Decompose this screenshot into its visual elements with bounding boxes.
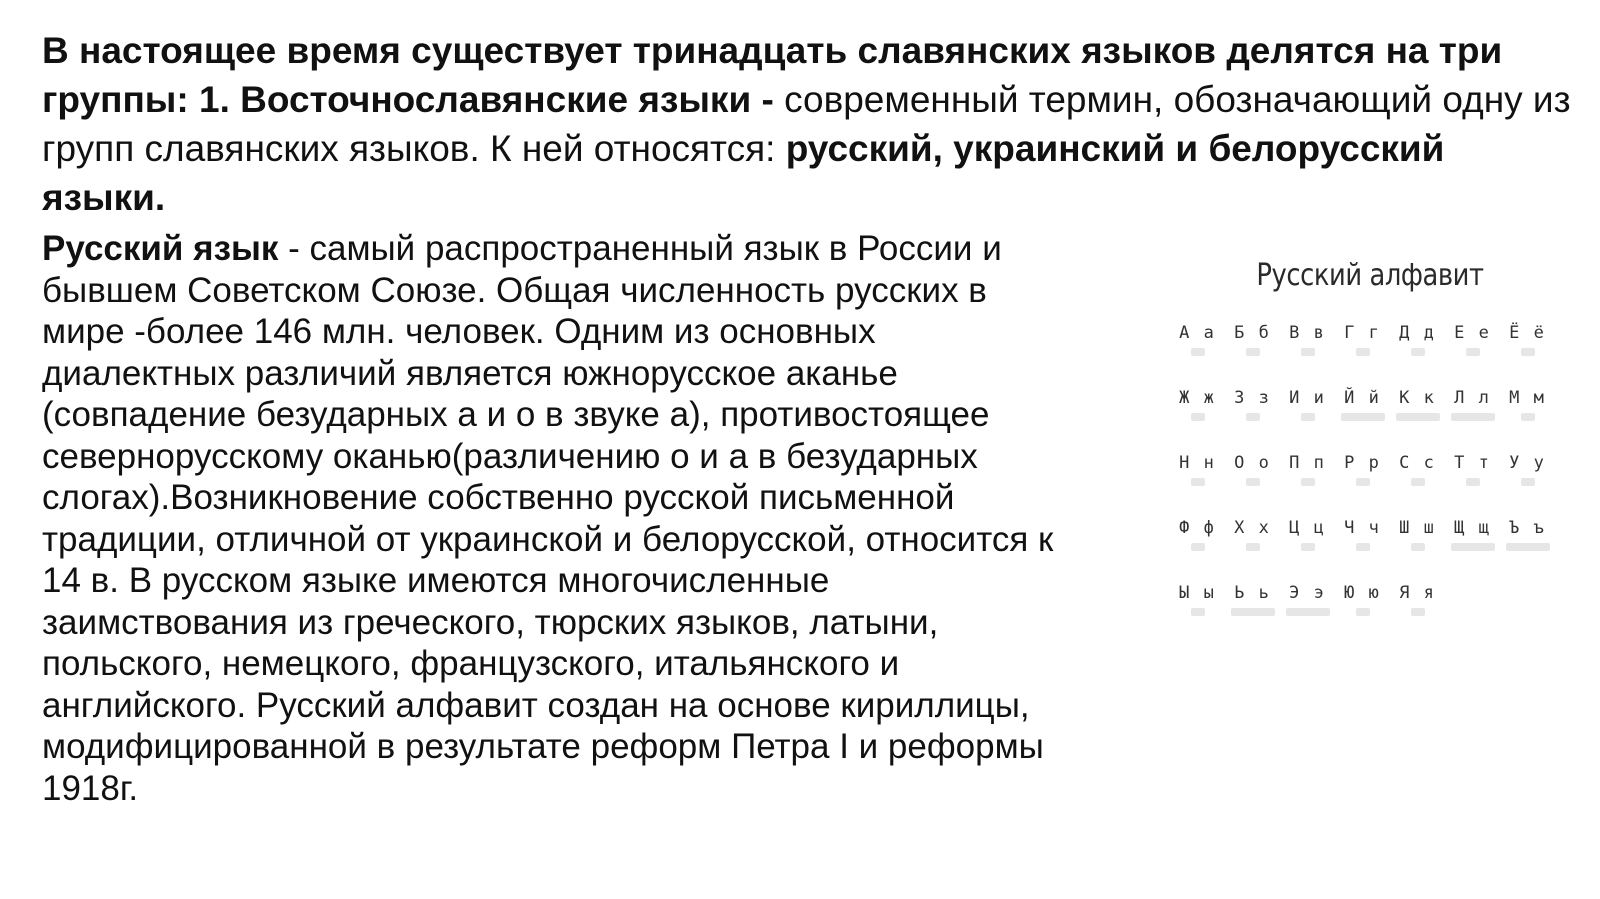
alphabet-letter-pair: Ы ы [1179, 583, 1216, 603]
alphabet-letter-pair: Ф ф [1179, 518, 1216, 538]
alphabet-letter-cell [1225, 385, 1280, 450]
phonetic-placeholder [1521, 348, 1535, 356]
russian-alphabet-image [1170, 250, 1570, 650]
alphabet-letter-cell [1225, 450, 1280, 515]
alphabet-letter-cell [1445, 515, 1500, 580]
text-line: 14 в. В русском языке имеются многочисленные [42, 561, 830, 600]
alphabet-letter-cell [1280, 450, 1335, 515]
alphabet-letter-pair: Х х [1234, 518, 1271, 538]
alphabet-letter-pair: Э э [1289, 583, 1326, 603]
phonetic-placeholder [1191, 608, 1205, 616]
alphabet-letter-pair: Ш ш [1399, 518, 1436, 538]
alphabet-letter-pair: П п [1289, 453, 1326, 473]
alphabet-letter-cell [1280, 320, 1335, 385]
alphabet-title: Русский алфавит [1256, 258, 1484, 293]
phonetic-placeholder [1301, 478, 1315, 486]
phonetic-placeholder [1191, 413, 1205, 421]
text-line: 1918г. [42, 768, 139, 808]
phonetic-placeholder [1451, 413, 1495, 421]
alphabet-letter-pair: Т т [1454, 453, 1491, 473]
alphabet-letter-cell [1335, 580, 1390, 645]
alphabet-letter-pair: Ц ц [1289, 518, 1326, 538]
alphabet-letter-pair: Ь ь [1234, 583, 1271, 603]
alphabet-letter-cell [1170, 450, 1225, 515]
text-line: бывшем Советском Союзе. Общая численность русских в [42, 270, 987, 310]
text-line: традиции, отличной от украинской и белорусской, относится к [42, 519, 1054, 559]
alphabet-letter-pair: Б б [1234, 323, 1271, 343]
intro-bold-lead: В настоящее время существует тринадцать славянских языков делятся на три группы: 1. Восточнославянские языки - [42, 30, 1503, 120]
phonetic-placeholder [1356, 348, 1370, 356]
phonetic-placeholder [1231, 608, 1275, 616]
alphabet-letter-pair: О о [1234, 453, 1271, 473]
text-line: английского. Русский алфавит создан на основе кириллицы, [42, 685, 1030, 725]
alphabet-letter-cell [1335, 320, 1390, 385]
alphabet-letter-pair: А а [1179, 323, 1216, 343]
text-line: (совпадение безударных а и о в звуке а), противостоящее [42, 395, 990, 434]
text-line: мире -более 146 млн. человек. Одним из основных [42, 312, 876, 351]
alphabet-letter-cell [1170, 385, 1225, 450]
phonetic-placeholder [1396, 413, 1440, 421]
phonetic-placeholder [1301, 543, 1315, 551]
phonetic-placeholder [1411, 348, 1425, 356]
phonetic-placeholder [1411, 478, 1425, 486]
alphabet-letter-cell [1390, 385, 1445, 450]
alphabet-letter-cell [1335, 515, 1390, 580]
alphabet-letter-cell [1280, 385, 1335, 450]
phonetic-placeholder [1451, 543, 1495, 551]
alphabet-letter-cell [1445, 385, 1500, 450]
alphabet-letter-cell [1280, 580, 1335, 645]
phonetic-placeholder [1301, 413, 1315, 421]
alphabet-letter-cell [1335, 385, 1390, 450]
phonetic-placeholder [1521, 413, 1535, 421]
alphabet-letter-cell [1500, 450, 1555, 515]
phonetic-placeholder [1466, 348, 1480, 356]
alphabet-letter-pair: Л л [1454, 388, 1491, 408]
alphabet-letter-pair: Й й [1344, 388, 1381, 408]
phonetic-placeholder [1246, 413, 1260, 421]
alphabet-letter-cell [1335, 450, 1390, 515]
intro-bold-languages: русский, украинский и белорусский языки. [42, 128, 1445, 218]
alphabet-letter-cell [1170, 580, 1225, 645]
text-line: диалектных различий является южнорусское аканье [42, 353, 898, 393]
phonetic-placeholder [1521, 478, 1535, 486]
alphabet-letter-cell [1225, 580, 1280, 645]
phonetic-placeholder [1411, 543, 1425, 551]
alphabet-letter-cell [1390, 320, 1445, 385]
alphabet-letter-pair: И и [1289, 388, 1326, 408]
alphabet-letter-pair: Ю ю [1344, 583, 1381, 603]
alphabet-letter-cell [1170, 515, 1225, 580]
phonetic-placeholder [1246, 478, 1260, 486]
alphabet-letter-pair: Ч ч [1344, 518, 1381, 538]
phonetic-placeholder [1466, 478, 1480, 486]
alphabet-letter-cell [1170, 320, 1225, 385]
phonetic-placeholder [1356, 478, 1370, 486]
alphabet-letter-cell [1445, 320, 1500, 385]
alphabet-letter-cell [1500, 515, 1555, 580]
text-line: польского, немецкого, французского, итальянского и [42, 644, 900, 683]
intro-definition: современный термин, обозначающий одну из групп славянских языков. К ней относятся: [42, 79, 1571, 169]
text-line: заимствования из греческого, тюрских языков, латыни, [42, 602, 939, 642]
alphabet-letter-pair: Я я [1399, 583, 1436, 603]
russian-heading: Русский язык [42, 229, 279, 268]
alphabet-letter-pair: Н н [1179, 453, 1216, 473]
phonetic-placeholder [1286, 608, 1330, 616]
text-line: слогах).Возникновение собственно русской письменной [42, 478, 955, 517]
alphabet-letter-pair: Г г [1344, 323, 1381, 343]
phonetic-placeholder [1246, 348, 1260, 356]
alphabet-letter-pair: М м [1509, 388, 1546, 408]
alphabet-letter-cell [1390, 515, 1445, 580]
text-line: модифицированной в результате реформ Петра I и реформы [42, 727, 1044, 766]
alphabet-letter-pair: З з [1234, 388, 1271, 408]
alphabet-letter-pair: Р р [1344, 453, 1381, 473]
alphabet-letter-pair: Ъ ъ [1509, 518, 1546, 538]
phonetic-placeholder [1191, 348, 1205, 356]
alphabet-letter-pair: Е е [1454, 323, 1491, 343]
text-line: севернорусскому оканью(различению о и а в безударных [42, 436, 978, 476]
alphabet-letter-cell [1390, 450, 1445, 515]
phonetic-placeholder [1356, 543, 1370, 551]
text-line: - самый распространенный язык в России и [278, 229, 1002, 268]
alphabet-letter-cell [1225, 515, 1280, 580]
russian-language-paragraph [42, 228, 1182, 809]
phonetic-placeholder [1301, 348, 1315, 356]
alphabet-letter-pair: К к [1399, 388, 1436, 408]
alphabet-letter-pair: Ж ж [1179, 388, 1216, 408]
alphabet-letter-pair: У у [1509, 453, 1546, 473]
intro-paragraph [42, 26, 1572, 222]
alphabet-letter-cell [1280, 515, 1335, 580]
phonetic-placeholder [1356, 608, 1370, 616]
alphabet-letter-pair: В в [1289, 323, 1326, 343]
phonetic-placeholder [1191, 543, 1205, 551]
alphabet-letter-cell [1390, 580, 1445, 645]
phonetic-placeholder [1506, 543, 1550, 551]
alphabet-letter-cell [1225, 320, 1280, 385]
alphabet-letter-cell [1445, 450, 1500, 515]
russian-first-line [42, 228, 1182, 270]
phonetic-placeholder [1341, 413, 1385, 421]
alphabet-letter-pair: Ё ё [1509, 323, 1546, 343]
alphabet-letter-pair: С с [1399, 453, 1436, 473]
alphabet-grid [1170, 320, 1555, 645]
phonetic-placeholder [1246, 543, 1260, 551]
alphabet-letter-cell [1500, 385, 1555, 450]
alphabet-letter-pair: Д д [1399, 323, 1436, 343]
phonetic-placeholder [1191, 478, 1205, 486]
phonetic-placeholder [1411, 608, 1425, 616]
alphabet-letter-pair: Щ щ [1454, 518, 1491, 538]
alphabet-letter-cell [1500, 320, 1555, 385]
